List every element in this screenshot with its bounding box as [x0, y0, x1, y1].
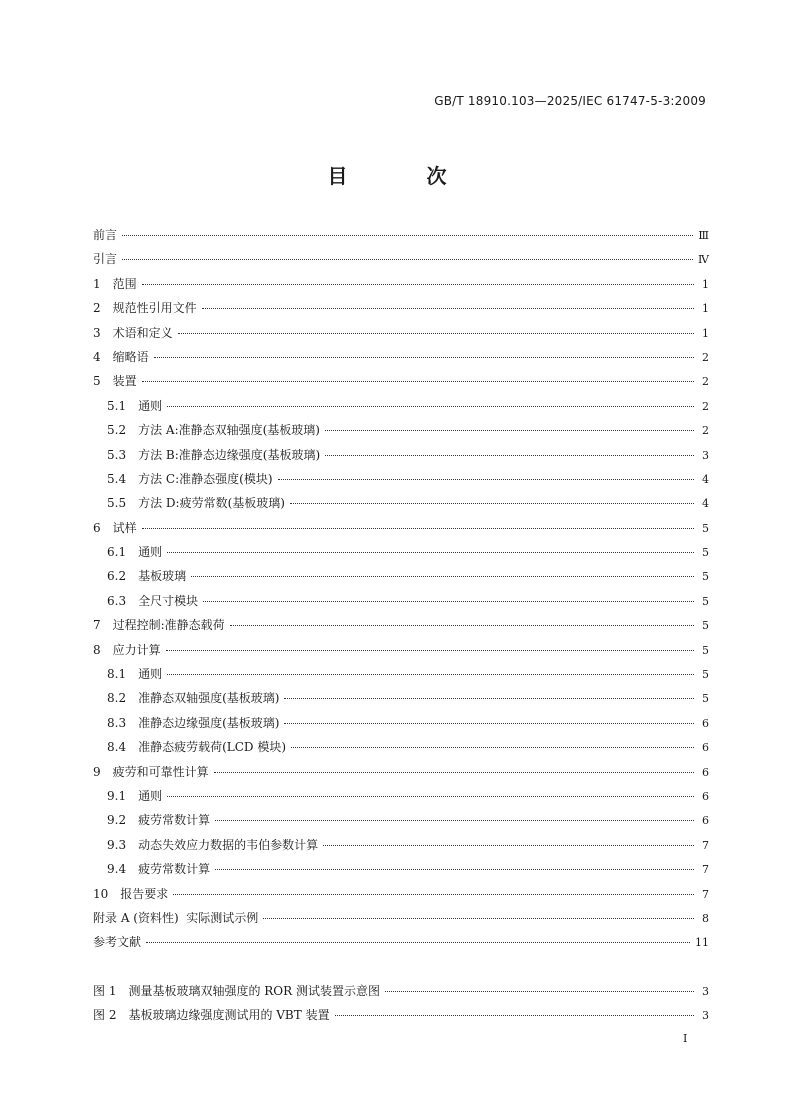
- dot-leader: [191, 576, 694, 577]
- page-title: 目 次: [327, 164, 483, 188]
- toc-entry-label: 通则: [138, 788, 163, 803]
- toc-entry-label: 疲劳和可靠性计算: [112, 764, 209, 779]
- toc-entry-page: 4: [702, 497, 709, 511]
- toc-entry-number: 6.3: [107, 593, 127, 608]
- dot-leader: [214, 772, 694, 773]
- dot-leader: [291, 747, 694, 748]
- toc-entry[interactable]: [93, 689, 709, 713]
- toc-entry-number: 5: [93, 374, 101, 389]
- figure-entry-page: 3: [702, 1009, 709, 1023]
- toc-entry-label: 装置: [112, 374, 137, 389]
- toc-entry[interactable]: [93, 250, 709, 274]
- toc-entry-page: 6: [702, 814, 709, 828]
- figure-entry-label: 测量基板玻璃双轴强度的 ROR 测试装置示意图: [128, 984, 380, 998]
- toc-entry-number: 4: [93, 349, 101, 364]
- toc-entry-label: 基板玻璃: [138, 569, 187, 584]
- toc-entry[interactable]: [93, 811, 709, 835]
- toc-entry-number: 9.4: [107, 862, 127, 877]
- toc-entry-number: 9: [93, 764, 101, 779]
- toc-entry[interactable]: [93, 348, 709, 372]
- toc-entry-page: 5: [702, 594, 709, 608]
- toc-entry-page: 5: [702, 546, 709, 560]
- toc-entry-page: 2: [702, 350, 709, 364]
- toc-entry-page: 2: [702, 424, 709, 438]
- dot-leader: [154, 357, 694, 358]
- toc-entry[interactable]: [93, 421, 709, 445]
- toc-entry-label: 试样: [112, 520, 137, 535]
- toc-entry-page: 5: [702, 570, 709, 584]
- toc-entry-number: 5.2: [107, 423, 127, 438]
- toc-entry[interactable]: [93, 885, 709, 909]
- toc-entry-number: 9.2: [107, 813, 127, 828]
- toc-entry[interactable]: [93, 567, 709, 591]
- toc-entry-page: Ⅲ: [698, 229, 709, 242]
- toc-entry-label: 规范性引用文件: [112, 301, 197, 316]
- toc-entry-number: 6: [93, 520, 101, 535]
- dot-leader: [385, 991, 694, 992]
- toc-entry-label: 动态失效应力数据的韦伯参数计算: [138, 837, 319, 852]
- toc-entry-label: 通则: [138, 667, 163, 682]
- toc-entry[interactable]: [93, 397, 709, 421]
- toc-entry-label: 参考文献: [93, 935, 142, 950]
- toc-entry-label: 前言: [93, 228, 118, 242]
- toc-entry[interactable]: [93, 787, 709, 811]
- toc-entry[interactable]: [93, 446, 709, 470]
- toc-entry[interactable]: [93, 738, 709, 762]
- toc-entry[interactable]: [93, 616, 709, 640]
- dot-leader: [178, 333, 694, 334]
- toc-entry-label: 引言: [93, 252, 118, 267]
- toc-entry-number: 6.1: [107, 545, 127, 560]
- figure-entry[interactable]: [93, 1006, 709, 1030]
- figure-entry-label: 基板玻璃边缘强度测试用的 VBT 装置: [128, 1008, 330, 1023]
- toc-entry-page: 3: [702, 448, 709, 462]
- toc-entry-number: 9.1: [107, 788, 127, 803]
- dot-leader: [323, 845, 694, 846]
- dot-leader: [202, 308, 694, 309]
- toc-entry[interactable]: [93, 763, 709, 787]
- toc-entry-number: 1: [93, 276, 101, 291]
- dot-leader: [122, 235, 693, 236]
- toc-entry-number: 5.5: [107, 496, 127, 511]
- toc-entry-number: 2: [93, 301, 101, 316]
- toc-entry[interactable]: [93, 519, 709, 543]
- toc-entry-label: 准静态边缘强度(基板玻璃): [138, 715, 280, 730]
- toc-entry[interactable]: [93, 275, 709, 299]
- toc-entry-page: 2: [702, 399, 709, 413]
- dot-leader: [230, 625, 694, 626]
- toc-entry[interactable]: [93, 909, 709, 933]
- toc-entry[interactable]: [93, 299, 709, 323]
- toc-entry-number: 8.2: [107, 691, 127, 706]
- toc-entry-number: 6.2: [107, 569, 127, 584]
- toc-entry-page: 8: [702, 911, 709, 925]
- toc-entry-page: 7: [702, 838, 709, 852]
- dot-leader: [203, 601, 694, 602]
- toc-entry-number: 8.4: [107, 740, 127, 755]
- toc-entry-page: 11: [695, 936, 709, 950]
- dot-leader: [325, 430, 694, 431]
- dot-leader: [146, 942, 690, 943]
- toc-entry-label: 报告要求: [120, 886, 169, 901]
- toc-entry-label: 附录 A (资料性) 实际测试示例: [93, 910, 259, 925]
- toc-entry-label: 应力计算: [112, 642, 161, 657]
- toc-entry-number: 3: [93, 325, 101, 340]
- toc-entry-label: 疲劳常数计算: [138, 862, 211, 877]
- toc-entry-number: 9.3: [107, 837, 127, 852]
- toc-entry-number: 10: [93, 886, 109, 901]
- toc-entry-page: 1: [702, 326, 709, 340]
- dot-leader: [278, 479, 695, 480]
- toc-entry-page: Ⅳ: [698, 253, 709, 267]
- toc-entry-number: 8.3: [107, 715, 127, 730]
- toc-entry-page: 1: [702, 302, 709, 316]
- toc-entry-page: 1: [702, 277, 709, 291]
- dot-leader: [142, 284, 694, 285]
- toc-entry-label: 术语和定义: [112, 325, 173, 340]
- toc-entry-label: 方法 D:疲劳常数(基板玻璃): [138, 496, 285, 511]
- toc-entry-page: 6: [702, 741, 709, 755]
- toc-entry[interactable]: [93, 860, 709, 884]
- figure-entry-page: 3: [702, 985, 709, 998]
- toc-entry-label: 疲劳常数计算: [138, 813, 211, 828]
- toc-entry-number: 5.4: [107, 471, 127, 486]
- toc-entry[interactable]: [93, 641, 709, 665]
- toc-entry-page: 6: [702, 765, 709, 779]
- toc-entry-label: 全尺寸模块: [138, 593, 199, 608]
- dot-leader: [142, 381, 694, 382]
- table-of-contents: [93, 226, 709, 958]
- dot-leader: [173, 894, 694, 895]
- toc-entry[interactable]: [93, 665, 709, 689]
- toc-entry[interactable]: [93, 494, 709, 518]
- toc-entry-number: 5.3: [107, 447, 127, 462]
- toc-entry-number: 5.1: [107, 398, 127, 413]
- toc-entry-page: 5: [702, 692, 709, 706]
- toc-entry[interactable]: [93, 372, 709, 396]
- toc-entry-label: 过程控制:准静态载荷: [112, 618, 225, 633]
- dot-leader: [325, 455, 694, 456]
- toc-entry-page: 7: [702, 863, 709, 877]
- toc-entry-page: 5: [702, 643, 709, 657]
- toc-entry[interactable]: [93, 470, 709, 494]
- toc-entry-page: 5: [702, 619, 709, 633]
- toc-entry-label: 范围: [112, 276, 137, 291]
- toc-entry-number: 8: [93, 642, 101, 657]
- dot-leader: [167, 552, 694, 553]
- toc-entry-number: 8.1: [107, 667, 127, 682]
- toc-entry-label: 方法 A:准静态双轴强度(基板玻璃): [138, 423, 320, 438]
- toc-entry-label: 通则: [138, 398, 163, 413]
- toc-entry-page: 2: [702, 375, 709, 389]
- dot-leader: [166, 650, 694, 651]
- list-of-figures: [93, 982, 709, 1031]
- toc-entry-number: 7: [93, 618, 101, 633]
- dot-leader: [284, 698, 694, 699]
- toc-entry[interactable]: [93, 543, 709, 567]
- dot-leader: [263, 918, 694, 919]
- toc-entry-page: 4: [702, 472, 709, 486]
- dot-leader: [167, 796, 694, 797]
- toc-entry-label: 方法 B:准静态边缘强度(基板玻璃): [138, 447, 321, 462]
- toc-entry-page: 5: [702, 668, 709, 682]
- figure-entry-number: 图 2: [93, 1008, 117, 1023]
- toc-entry[interactable]: [93, 836, 709, 860]
- standard-number: GB/T 18910.103—2025/IEC 61747-5-3:2009: [434, 94, 706, 108]
- toc-entry-label: 方法 C:准静态强度(模块): [138, 471, 273, 486]
- dot-leader: [215, 869, 694, 870]
- dot-leader: [335, 1015, 694, 1016]
- toc-entry-page: 6: [702, 716, 709, 730]
- toc-entry-label: 准静态疲劳载荷(LCD 模块): [138, 740, 287, 755]
- toc-entry-page: 7: [702, 887, 709, 901]
- dot-leader: [167, 406, 694, 407]
- dot-leader: [290, 503, 694, 504]
- dot-leader: [122, 259, 693, 260]
- figure-entry[interactable]: [93, 982, 709, 1006]
- toc-entry-label: 通则: [138, 545, 163, 560]
- toc-entry[interactable]: [93, 714, 709, 738]
- dot-leader: [284, 723, 694, 724]
- toc-entry-label: 准静态双轴强度(基板玻璃): [138, 691, 280, 706]
- toc-entry[interactable]: [93, 592, 709, 616]
- toc-entry-label: 缩略语: [112, 349, 149, 364]
- toc-entry[interactable]: [93, 324, 709, 348]
- dot-leader: [142, 528, 694, 529]
- dot-leader: [167, 674, 694, 675]
- dot-leader: [215, 820, 694, 821]
- figure-entry-number: 图 1: [93, 984, 117, 998]
- toc-entry[interactable]: [93, 933, 709, 957]
- toc-entry-page: 5: [702, 521, 709, 535]
- toc-entry[interactable]: [93, 226, 709, 250]
- toc-entry-page: 6: [702, 789, 709, 803]
- page-folio: I: [683, 1032, 688, 1045]
